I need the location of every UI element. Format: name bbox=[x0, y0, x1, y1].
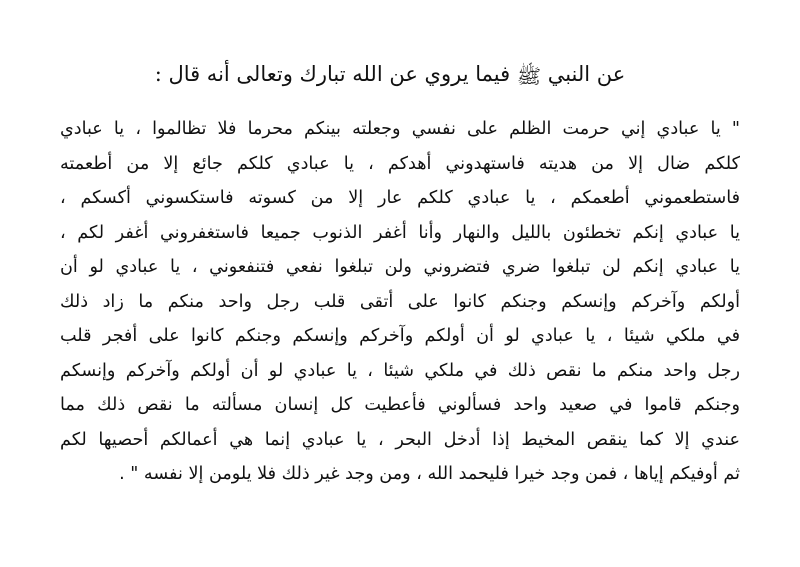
heading-prefix: عن النبي bbox=[547, 62, 626, 86]
hadith-body bbox=[60, 112, 740, 492]
text-line: في ملكي شيئا ، يا عبادي لو أن أولكم وآخركم وإنسكم وجنكم كانوا على أفجر قلب bbox=[60, 326, 740, 346]
text-line: وجنكم قاموا في صعيد واحد فسألوني فأعطيت كل إنسان مسألته ما نقص ذلك مما bbox=[60, 395, 740, 415]
text-line: عندي إلا كما ينقص المخيط إذا أدخل البحر ، يا عبادي إنما هي أعمالكم أحصيها لكم bbox=[60, 429, 740, 450]
hadith-heading bbox=[150, 52, 630, 96]
text-line: أولكم وآخركم وإنسكم وجنكم كانوا على أتقى قلب رجل واحد منكم ما زاد ذلك bbox=[60, 291, 740, 312]
heading-suffix: فيما يروي عن الله تبارك وتعالى أنه قال : bbox=[154, 62, 511, 86]
text-line: فاستطعموني أطعمكم ، يا عبادي كلكم عار إلا من كسوته فاستكسوني أكسكم ، bbox=[60, 188, 740, 208]
text-line: " يا عبادي إني حرمت الظلم على نفسي وجعلته بينكم محرما فلا تظالموا ، يا عبادي bbox=[60, 119, 740, 139]
text-line: رجل واحد منكم ما نقص ذلك في ملكي شيئا ، يا عبادي لو أن أولكم وآخركم وإنسكم bbox=[60, 360, 740, 381]
text-line: يا عبادي إنكم لن تبلغوا ضري فتضروني ولن تبلغوا نفعي فتنفعوني ، يا عبادي لو أن bbox=[60, 257, 740, 277]
text-line: يا عبادي إنكم تخطئون بالليل والنهار وأنا أغفر الذنوب جميعا فاستغفروني أغفر لكم ، bbox=[60, 222, 740, 243]
text-line: كلكم ضال إلا من هديته فاستهدوني أهدكم ، يا عبادي كلكم جائع إلا من أطعمته bbox=[60, 153, 740, 174]
salutation-glyph: ﷺ bbox=[516, 63, 541, 88]
text-line: ثم أوفيكم إياها ، فمن وجد خيرا فليحمد الله ، ومن وجد غير ذلك فلا يلومن إلا نفسه " . bbox=[119, 464, 740, 484]
